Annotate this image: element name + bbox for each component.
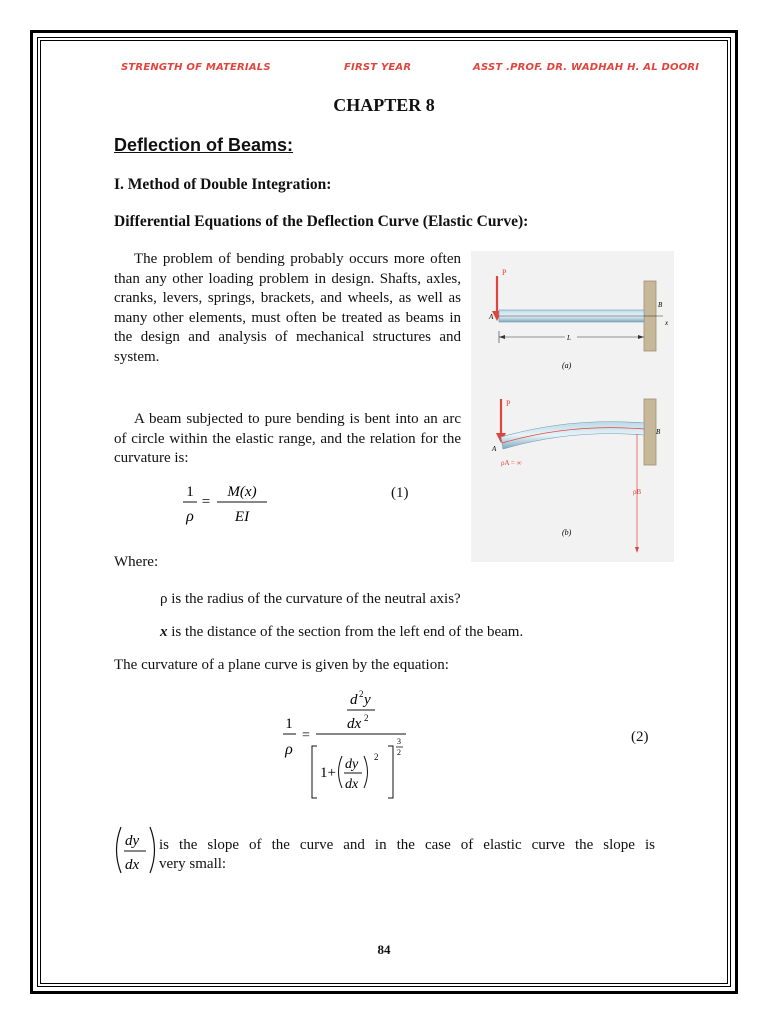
label-rhoB: ρB [633,488,642,496]
slope-text-1: is the slope of the curve and in the case of elastic curve the slope is [159,837,655,853]
eq1-rhs-den: EI [234,509,250,525]
label-A-b: A [492,445,497,453]
svg-text:2: 2 [397,748,401,757]
label-B-a: B [658,301,663,309]
beam-figure [471,251,674,562]
definition-rho: ρ is the radius of the curvature of the neutral axis? [160,591,461,607]
equation-1-number: (1) [391,485,409,501]
where-label: Where: [114,554,159,570]
label-x-a: x [665,319,669,327]
header-course: STRENGTH OF MATERIALS [121,62,271,73]
label-B-b: B [656,428,661,436]
paragraph-pure-bending [114,410,461,469]
definition-x-variable: x [160,624,168,640]
header-author: ASST .PROF. DR. WADHAH H. AL DOORI [473,62,700,73]
section-heading: I. Method of Double Integration: [114,176,332,193]
svg-text:y: y [364,692,371,708]
eq1-lhs-num: 1 [186,484,194,500]
svg-text:dy: dy [125,833,140,849]
chapter-heading: CHAPTER 8 [333,95,435,115]
caption-a: (a) [562,361,572,370]
beam-diagram [471,251,674,562]
page-number: 84 [377,942,391,957]
label-P-b: P [506,399,511,408]
svg-text:1: 1 [285,716,293,732]
header-year: FIRST YEAR [344,62,412,73]
svg-text:ρ: ρ [285,741,293,758]
svg-text:dy: dy [345,757,359,772]
subsection-heading: Differential Equations of the Deflection Curve (Elastic Curve): [114,213,529,230]
svg-text:d: d [350,692,358,708]
definition-x-text: is the distance of the section from the left end of the beam. [167,624,524,640]
paragraph-intro [114,250,461,367]
page-title: Deflection of Beams: [114,135,294,155]
equation-2-number: (2) [631,729,649,745]
eq1-rhs-num: M(x) [227,484,257,500]
svg-text:=: = [302,728,310,743]
caption-b: (b) [562,528,572,537]
svg-text:2: 2 [364,713,369,723]
paragraph-intro-text: The problem of bending probably occurs more often than any other loading problem in design. Shafts, axles, cranks, levers, springs, brackets, and wheels, as well as many other elements, must often be treated as beams in the design and analysis of mechanical structures and system. [114,251,461,365]
label-A-a: A [489,313,494,321]
eq1-equals: = [201,494,211,510]
equation-2 [280,684,420,804]
label-rhoA: ρA = ∞ [501,459,522,467]
svg-text:dx: dx [345,777,359,792]
beam-b-deflected [501,422,644,449]
curvature-intro: The curvature of a plane curve is given by the equation: [114,657,449,673]
definition-x [160,624,523,641]
svg-text:3: 3 [397,737,401,746]
label-L: L [567,334,571,342]
label-P-a: P [502,268,507,277]
svg-text:dx: dx [125,857,140,873]
svg-text:1+: 1+ [320,765,336,781]
slope-expression [112,823,160,877]
eq1-lhs-den: ρ [186,508,194,525]
svg-text:dx: dx [347,716,362,732]
svg-text:2: 2 [359,689,364,699]
wall-support-b [644,399,656,465]
equation-1 [180,476,290,528]
svg-text:2: 2 [374,752,379,762]
paragraph-pure-bending-text: A beam subjected to pure bending is bent into an arc of circle within the elastic range, and the relation for the curvature is: [114,411,461,466]
slope-text-2: very small: [159,856,227,872]
